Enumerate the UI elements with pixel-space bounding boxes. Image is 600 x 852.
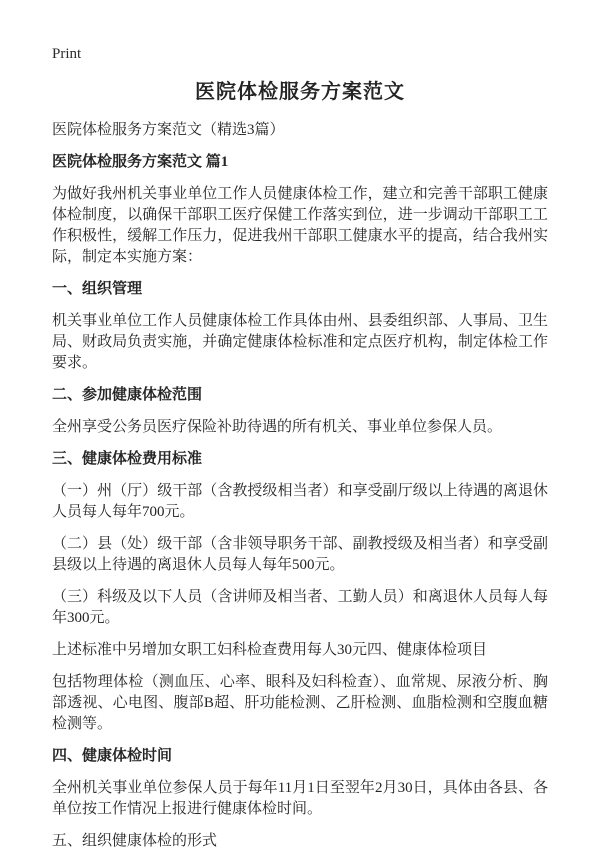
section-4-heading: 四、健康体检时间	[52, 748, 173, 764]
section-5-heading: 五、组织健康体检的形式	[52, 833, 218, 849]
page-title: 医院体检服务方案范文	[195, 81, 405, 103]
fee-item-3-paragraph: （三）科级及以下人员（含讲师及相当者、工勤人员）和离退休人员每人每年300元。	[52, 589, 548, 626]
section-4-paragraph: 全州机关事业单位参保人员于每年11月1日至翌年2月30日，具体由各县、各单位按工作情况上报进行健康体检时间。	[52, 780, 548, 817]
intro-paragraph: 为做好我州机关事业单位工作人员健康体检工作，建立和完善干部职工健康体检制度，以确保干部职工医疗保健工作落实到位，进一步调动干部职工工作积极性，缓解工作压力，促进我州干部职工健康水平的提高，结合我州实际，制定本实施方案：	[52, 186, 548, 265]
print-button[interactable]: Print	[52, 46, 82, 62]
article-part-heading: 医院体检服务方案范文 篇1	[52, 154, 229, 170]
exam-items-paragraph: 包括物理体检（测血压、心率、眼科及妇科检查）、血常规、尿液分析、胸部透视、心电图、腹部B超、肝功能检测、乙肝检测、血脂检测和空腹血糖检测等。	[52, 674, 548, 732]
section-1-paragraph: 机关事业单位工作人员健康体检工作具体由州、县委组织部、人事局、卫生局、财政局负责实施，并确定健康体检标准和定点医疗机构，制定体检工作要求。	[52, 313, 548, 371]
fee-item-2-paragraph: （二）县（处）级干部（含非领导职务干部、副教授级及相当者）和享受副县级以上待遇的离退休人员每人每年500元。	[52, 536, 548, 573]
section-2-paragraph: 全州享受公务员医疗保险补助待遇的所有机关、事业单位参保人员。	[52, 419, 503, 435]
document-subtitle: 医院体检服务方案范文（精选3篇）	[52, 122, 285, 138]
section-3-heading: 三、健康体检费用标准	[52, 451, 203, 467]
fee-item-1-paragraph: （一）州（厅）级干部（含教授级相当者）和享受副厅级以上待遇的离退休人员每人每年700元。	[52, 483, 548, 520]
fee-note-paragraph: 上述标准中另增加女职工妇科检查费用每人30元四、健康体检项目	[52, 642, 488, 658]
section-2-heading: 二、参加健康体检范围	[52, 387, 203, 403]
section-1-heading: 一、组织管理	[52, 281, 143, 297]
